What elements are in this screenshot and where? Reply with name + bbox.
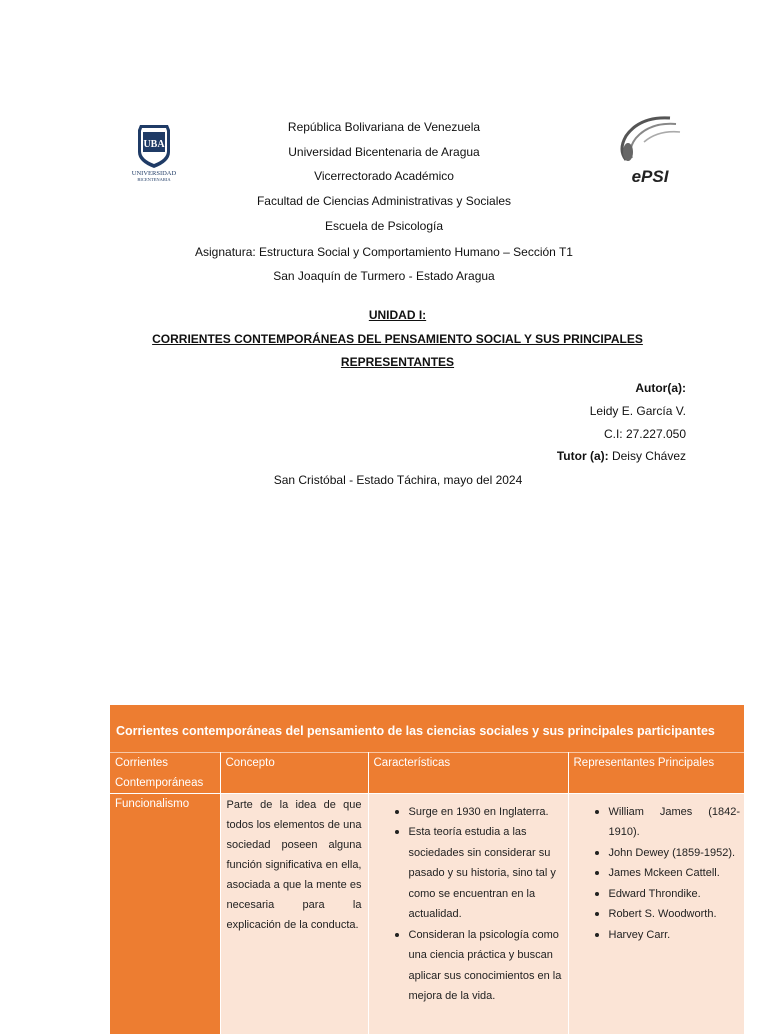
- header-currents: Corrientes Contemporáneas: [110, 752, 220, 793]
- unit-title-line1: CORRIENTES CONTEMPORÁNEAS DEL PENSAMIENTO SOCIAL Y SUS PRINCIPALES: [152, 332, 643, 346]
- author-ci: C.I: 27.227.050: [603, 427, 686, 441]
- list-item: Harvey Carr.: [609, 925, 741, 946]
- svg-text:ePSI: ePSI: [631, 167, 669, 186]
- header-representatives: Representantes Principales: [568, 752, 744, 793]
- tutor-label: Tutor (a):: [556, 449, 609, 463]
- list-item: Esta teoría estudia a las sociedades sin considerar su pasado y su historia, sino tal y como se encuentran en la actualidad.: [409, 822, 564, 925]
- author-label: Autor(a):: [635, 381, 686, 395]
- place-date: San Cristóbal - Estado Táchira, mayo del 2024: [273, 473, 523, 487]
- unit-label: UNIDAD I:: [368, 308, 427, 322]
- list-item: James Mckeen Cattell.: [609, 863, 741, 884]
- header-country: República Bolivariana de Venezuela: [287, 120, 481, 134]
- row-concept: Parte de la idea de que todos los elementos de una sociedad poseen alguna función significativa en ella, asociada a que la mente es necesaria para la explicación de la conducta.: [220, 793, 368, 1034]
- tutor-line: [557, 449, 686, 463]
- table-row: [110, 793, 744, 1034]
- header-vicerrectorado: Vicerrectorado Académico: [314, 169, 454, 183]
- author-name: Leidy E. García V.: [589, 404, 686, 418]
- row-characteristics: [368, 793, 568, 1034]
- row-label: Funcionalismo: [110, 793, 220, 1034]
- list-item: John Dewey (1859-1952).: [609, 843, 741, 864]
- header-concept: Concepto: [220, 752, 368, 793]
- list-item: William James (1842-1910).: [609, 802, 741, 843]
- unit-title-line2: REPRESENTANTES: [340, 355, 455, 369]
- header-school: Escuela de Psicología: [324, 219, 444, 233]
- currents-table: [110, 705, 744, 1034]
- list-item: Consideran la psicología como una ciencia práctica y buscan aplicar sus conocimientos en la mejora de la vida.: [409, 925, 564, 1007]
- header-location: San Joaquín de Turmero - Estado Aragua: [273, 269, 495, 283]
- header-subject: Asignatura: Estructura Social y Comportamiento Humano – Sección T1: [195, 245, 573, 259]
- svg-text:BICENTENARIA: BICENTENARIA: [137, 177, 171, 182]
- list-item: Robert S. Woodworth.: [609, 904, 741, 925]
- header-faculty: Facultad de Ciencias Administrativas y Sociales: [256, 194, 512, 208]
- list-item: Edward Throndike.: [609, 884, 741, 905]
- row-representatives: [568, 793, 744, 1034]
- tutor-name: Deisy Chávez: [608, 449, 686, 463]
- svg-text:UNIVERSIDAD: UNIVERSIDAD: [131, 170, 177, 177]
- header-university: Universidad Bicentenaria de Aragua: [288, 145, 480, 159]
- list-item: Surge en 1930 en Inglaterra.: [409, 802, 564, 823]
- header-characteristics: Características: [368, 752, 568, 793]
- svg-text:UBA: UBA: [143, 139, 165, 150]
- table-title: Corrientes contemporáneas del pensamiento de las ciencias sociales y sus principales participantes: [110, 705, 744, 752]
